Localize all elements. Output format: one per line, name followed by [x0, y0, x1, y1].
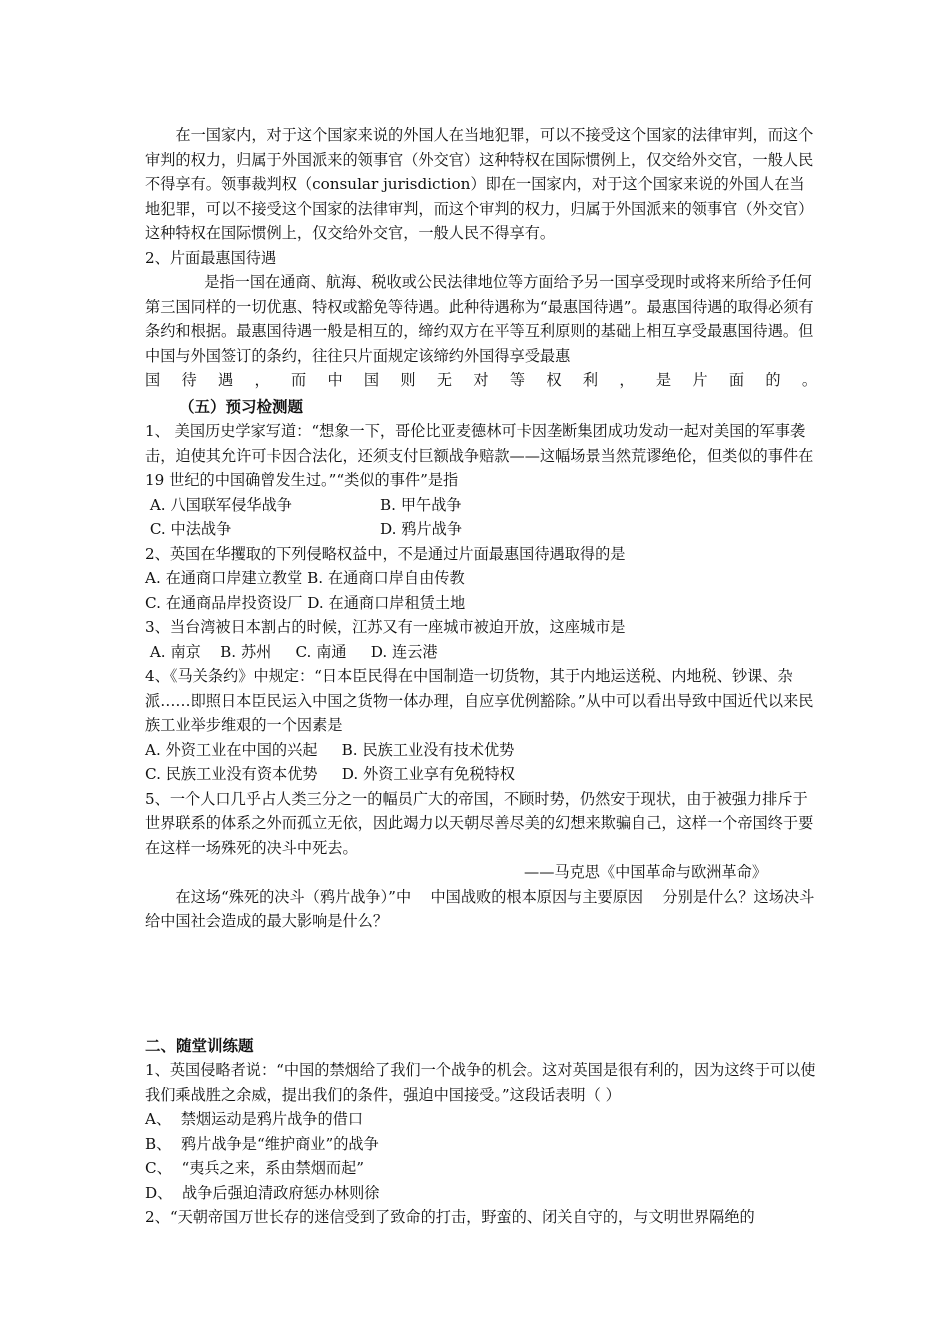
document-page — [145, 123, 817, 1230]
practice-option-d: D、 战争后强迫清政府惩办林则徐 — [145, 1183, 380, 1202]
question-5: 5、一个人口几乎占人类三分之一的幅员广大的帝国，不顾时势，仍然安于现状，由于被强力排斥于世界联系的体系之外而孤立无依，因此竭力以天朝尽善尽美的幻想来欺骗自己，这样一个帝国终于要在这样一场殊死的决斗中死去。 — [145, 789, 814, 857]
question-2-options-ab: A. 在通商口岸建立教堂 B. 在通商口岸自由传教 — [145, 569, 465, 587]
option-c: C. 中法战争 — [145, 520, 232, 538]
question-5-prompt: 在这场“殊死的决斗（鸦片战争）”中 中国战败的根本原因与主要原因 分别是什么？这场决斗给中国社会造成的最大影响是什么？ — [145, 887, 815, 930]
question-4: 4、《马关条约》中规定：“日本臣民得在中国制造一切货物，其于内地运送税、内地税、钞课、杂派……即照日本臣民运入中国之货物一体办理，自应享优例豁除。”从中可以看出导致中国近代以来民族工业举步维艰的一个因素是 — [145, 667, 814, 734]
question-4-options-cd: C. 民族工业没有资本优势 D. 外资工业享有免税特权 — [145, 765, 515, 783]
paragraph-consular-jurisdiction: 在一国家内，对于这个国家来说的外国人在当地犯罪，可以不接受这个国家的法律审判，而这个审判的权力，归属于外国派来的领事官（外交官）这种特权在国际惯例上，仅交给外交官，一般人民不得享有。领事裁判权（consular jurisdiction）即在一国家内，对于这个国家来说的外国人在当地犯罪，可以不接受这个国家的法律审判，而这个审判的权力，归属于外国派来的领事官（外交官）这种特权在国际惯例上，仅交给外交官，一般人民不得享有。 — [145, 126, 814, 242]
question-2-options-cd: C. 在通商品岸投资设厂 D. 在通商口岸租赁土地 — [145, 593, 466, 612]
practice-option-c: C、 “夷兵之来，系由禁烟而起” — [145, 1159, 365, 1177]
blank-space — [145, 934, 817, 1034]
question-1-options-cd — [145, 517, 817, 542]
paragraph-mfn-last-line: 国待遇，而中国则无对等权利，是片面的。 — [145, 371, 817, 389]
section-heading-practice: 二、随堂训练题 — [145, 1036, 254, 1055]
question-5-source: ——马克思《中国革命与欧洲革命》 — [524, 863, 767, 881]
practice-option-b: B、 鸦片战争是“维护商业”的战争 — [145, 1134, 379, 1153]
option-b: B. 甲午战争 — [380, 495, 462, 514]
practice-question-1: 1、英国侵略者说：“中国的禁烟给了我们一个战争的机会。这对英国是很有利的，因为这终于可以使我们乘战胜之余威，提出我们的条件，强迫中国接受。”这段话表明（ ） — [145, 1061, 816, 1104]
question-3-options: A. 南京 B. 苏州 C. 南通 D. 连云港 — [145, 642, 438, 661]
heading-mfn: 2、片面最惠国待遇 — [145, 248, 277, 267]
question-1: 1、 美国历史学家写道：“想象一下，哥伦比亚麦德林可卡因垄断集团成功发动一起对美国的军事袭击，迫使其允许可卡因合法化，还须支付巨额战争赔款——这幅场景当然荒谬绝伦，但类似的事件在 19 世纪的中国确曾发生过。”“类似的事件”是指 — [145, 422, 814, 489]
question-1-options-ab — [145, 493, 817, 518]
section-heading-preview: （五）预习检测题 — [179, 397, 304, 416]
question-4-options-ab: A. 外资工业在中国的兴起 B. 民族工业没有技术优势 — [145, 740, 515, 759]
practice-question-2: 2、“天朝帝国万世长存的迷信受到了致命的打击，野蛮的、闭关自守的，与文明世界隔绝的 — [145, 1208, 755, 1226]
question-2: 2、英国在华攫取的下列侵略权益中，不是通过片面最惠国待遇取得的是 — [145, 544, 626, 563]
question-3: 3、当台湾被日本割占的时候，江苏又有一座城市被迫开放，这座城市是 — [145, 618, 626, 636]
practice-option-a: A、 禁烟运动是鸦片战争的借口 — [145, 1110, 364, 1128]
paragraph-mfn: 是指一国在通商、航海、税收或公民法律地位等方面给予另一国享受现时或将来所给予任何第三国同样的一切优惠、特权或豁免等待遇。此种待遇称为“最惠国待遇”。最惠国待遇的取得必须有条约和根据。最惠国待遇一般是相互的，缔约双方在平等互利原则的基础上相互享受最惠国待遇。但中国与外国签订的条约，往往只片面规定该缔约外国得享受最惠 — [145, 273, 814, 365]
option-a: A. 八国联军侵华战争 — [145, 495, 292, 514]
option-d: D. 鸦片战争 — [380, 520, 463, 538]
